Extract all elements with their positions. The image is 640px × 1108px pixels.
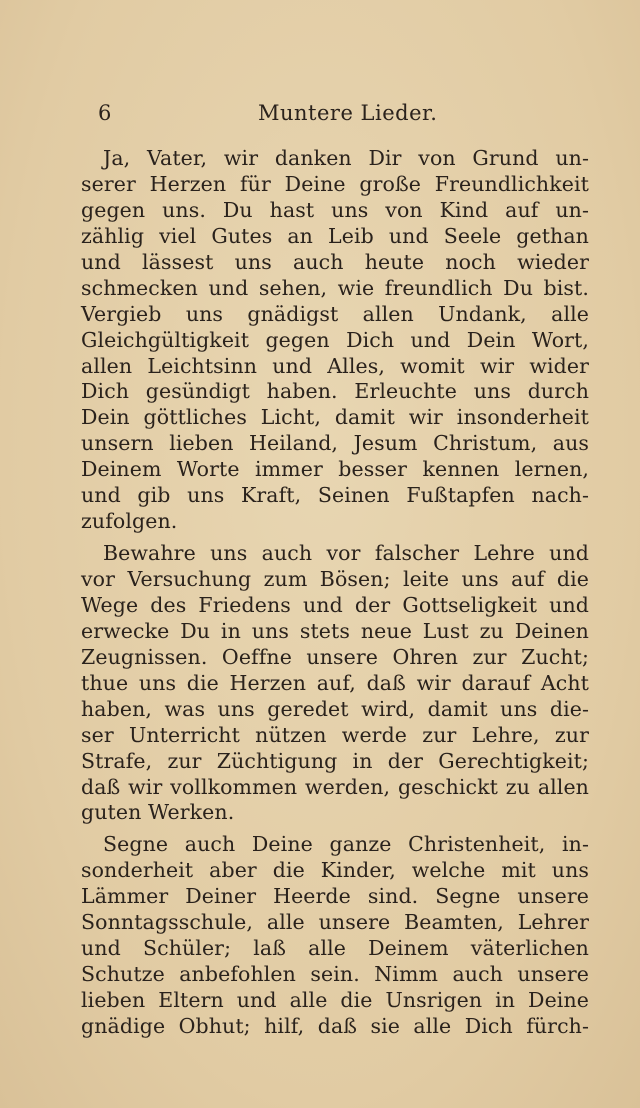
- text-line: allen Leichtsinn und Alles, womit wir wider: [81, 353, 589, 378]
- text-line: guten Werken.: [81, 800, 235, 825]
- page-header: [0, 96, 640, 130]
- text-line: Deinem Worte immer besser kennen lernen,: [81, 457, 589, 482]
- running-head: Muntere Lieder.: [258, 101, 438, 125]
- text-line: Dein göttliches Licht, damit wir insonderheit: [81, 405, 589, 430]
- text-line: Vergieb uns gnädigst allen Undank, alle: [81, 301, 589, 326]
- text-line: lieben Eltern und alle die Unsrigen in Deine: [81, 988, 589, 1012]
- text-line: unsern lieben Heiland, Jesum Christum, aus: [81, 431, 589, 456]
- text-line: gegen uns. Du hast uns von Kind auf un-: [81, 197, 589, 222]
- text-line: Strafe, zur Züchtigung in der Gerechtigkeit;: [81, 748, 589, 773]
- text-line: haben, was uns geredet wird, damit uns die-: [81, 696, 589, 721]
- text-line: erwecke Du in uns stets neue Lust zu Deinen: [81, 618, 589, 643]
- page-number: 6: [98, 101, 112, 125]
- text-line: und gib uns Kraft, Seinen Fußtapfen nach-: [81, 483, 589, 508]
- paragraph: [81, 541, 589, 826]
- text-line: serer Herzen für Deine große Freundlichkeit: [81, 171, 589, 196]
- text-line: Ja, Vater, wir danken Dir von Grund un-: [103, 146, 589, 170]
- text-line: Bewahre uns auch vor falscher Lehre und: [103, 541, 589, 566]
- text-line: sonderheit aber die Kinder, welche mit uns: [81, 858, 589, 883]
- text-line: Sonntagsschule, alle unsere Beamten, Lehrer: [81, 910, 589, 935]
- text-line: Dich gesündigt haben. Erleuchte uns durch: [81, 379, 589, 404]
- text-line: thue uns die Herzen auf, daß wir darauf Acht: [81, 670, 589, 695]
- body-text: [81, 146, 589, 1040]
- text-line: zählig viel Gutes an Leib und Seele gethan: [81, 223, 589, 248]
- text-line: Schutze anbefohlen sein. Nimm auch unsere: [81, 962, 589, 987]
- text-line: Zeugnissen. Oeffne unsere Ohren zur Zucht;: [81, 644, 589, 669]
- text-line: und Schüler; laß alle Deinem väterlichen: [81, 936, 589, 961]
- text-line: vor Versuchung zum Bösen; leite uns auf die: [81, 567, 589, 591]
- paragraph: [81, 832, 589, 1040]
- text-line: ser Unterricht nützen werde zur Lehre, zur: [81, 722, 589, 747]
- text-line: Wege des Friedens und der Gottseligkeit und: [81, 592, 589, 617]
- text-line: schmecken und sehen, wie freundlich Du bist.: [81, 275, 589, 300]
- text-line: gnädige Obhut; hilf, daß sie alle Dich fürch-: [81, 1013, 589, 1038]
- text-line: Lämmer Deiner Heerde sind. Segne unsere: [81, 884, 589, 909]
- paragraph: [81, 146, 589, 535]
- text-line: Gleichgültigkeit gegen Dich und Dein Wort,: [81, 327, 589, 352]
- text-line: und lässest uns auch heute noch wieder: [81, 249, 589, 274]
- text-line: Segne auch Deine ganze Christenheit, in-: [103, 832, 589, 857]
- text-line: zufolgen.: [81, 509, 178, 534]
- text-line: daß wir vollkommen werden, geschickt zu allen: [81, 774, 589, 799]
